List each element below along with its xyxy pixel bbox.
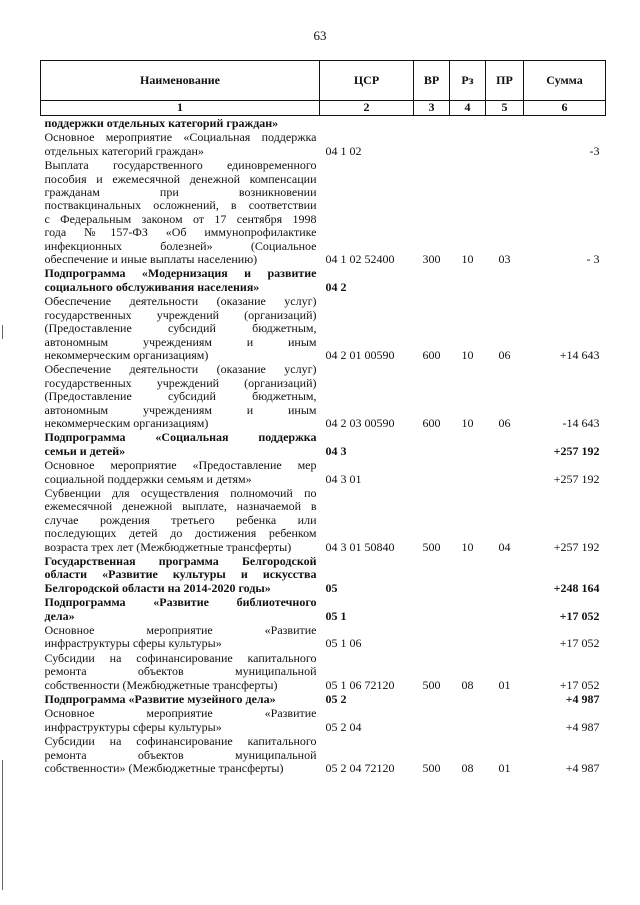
table-row [41,706,606,734]
header-sum: Сумма [524,61,606,101]
header-name: Наименование [41,61,320,101]
row-name-line: государственных учреждений (организаций) [44,307,317,322]
row-csr-cell [320,116,414,131]
row-name-line: Обеспечение деятельности (оказание услуг) [44,294,317,309]
row-rz-cell [450,430,486,458]
row-csr-cell: 05 [325,580,338,595]
header-pr: ПР [486,61,524,101]
row-name-line: поддержки отдельных категорий граждан» [44,116,279,130]
row-rz-cell [450,554,486,595]
row-csr-cell: 04 1 02 [325,143,362,158]
row-sum-cell: +4 987 [565,761,600,776]
table-row [41,458,606,486]
row-pr-cell: 04 [498,539,511,554]
row-name-cell [41,734,320,775]
table-row [41,362,606,430]
row-sum-cell: +17 052 [559,677,600,692]
row-name-line: некоммерческим организациям) [44,347,209,362]
row-name-line: обеспечение и иные выплаты населению) [44,252,258,267]
row-name-line: Подпрограмма «Развитие библиотечного [44,595,317,610]
row-name-cell [41,430,320,458]
row-pr-cell [486,623,524,651]
row-pr-cell [486,130,524,158]
row-name-line: возраста трех лет (Межбюджетные трансферты) [44,539,292,554]
row-name-line: отдельных категорий граждан» [44,143,204,158]
row-name-line: поствакцинальных осложнений, в соответствии [44,198,317,213]
row-name-line: случае рождения третьего ребенка или [44,512,317,527]
table-row [41,623,606,651]
row-name-line: инфраструктуры сферы культуры» [44,636,222,651]
row-name-line: Выплата государственного единовременного [44,158,317,173]
row-vr-cell: 500 [422,761,441,776]
row-rz-cell: 10 [461,539,474,554]
row-csr-cell: 04 3 01 50840 [325,539,395,554]
table-row [41,130,606,158]
row-csr-cell: 05 2 04 [325,719,362,734]
column-number: 3 [414,101,450,116]
row-sum-cell: +257 192 [553,471,600,486]
row-name-cell [41,486,320,554]
row-name-line: ежемесячной денежной выплате, назначаемой в [44,499,317,514]
row-rz-cell [450,130,486,158]
row-csr-cell: 04 2 03 00590 [325,415,395,430]
table-header-row [41,61,606,101]
row-name-line: последующих детей до достижения ребенком [44,526,317,541]
table-row [41,554,606,595]
row-csr-cell: 05 1 06 [325,636,362,651]
row-rz-cell: 08 [461,677,474,692]
row-name-cell [41,362,320,430]
row-sum-cell: +4 987 [565,692,600,707]
row-name-cell [41,158,320,266]
row-name-line: Подпрограмма «Модернизация и развитие [44,266,317,281]
row-rz-cell [450,458,486,486]
row-name-line: с Федеральным законом от 17 сентября 1998 [44,211,317,226]
row-name-cell [41,595,320,623]
row-vr-cell [414,430,450,458]
row-rz-cell [450,266,486,294]
table-body [41,116,606,776]
row-csr-cell: 05 1 [325,608,347,623]
row-vr-cell [414,266,450,294]
column-number: 2 [320,101,414,116]
row-name-line: социальной поддержки семьям и детям» [44,471,252,486]
row-name-line: инфекционных болезней» (Социальное [44,238,317,253]
row-rz-cell [450,623,486,651]
row-sum-cell: +14 643 [559,347,600,362]
column-number: 5 [486,101,524,116]
row-vr-cell: 500 [422,539,441,554]
row-pr-cell [486,430,524,458]
row-sum-cell: +17 052 [559,636,600,651]
row-rz-cell: 10 [461,415,474,430]
row-vr-cell [414,554,450,595]
row-csr-cell: 04 2 01 00590 [325,347,395,362]
row-name-line: собственности (Межбюджетные трансферты) [44,677,278,692]
row-name-cell [41,623,320,651]
row-name-line: собственности» (Межбюджетные трансферты) [44,761,284,776]
row-sum-cell: -14 643 [562,415,600,430]
header-vr: ВР [414,61,450,101]
row-pr-cell: 01 [498,761,511,776]
row-csr-cell: 05 1 06 72120 [325,677,395,692]
row-name-cell [41,116,320,131]
row-pr-cell [486,692,524,706]
row-name-line: Субсидии на софинансирование капитального [44,650,317,665]
row-sum-cell: +257 192 [553,539,600,554]
row-name-line: (Предоставление субсидий бюджетным, [44,389,317,404]
row-vr-cell: 600 [422,347,441,362]
row-csr-cell: 04 3 [325,443,347,458]
row-name-cell [41,692,320,706]
row-name-cell [41,294,320,362]
table-row [41,158,606,266]
row-name-line: Обеспечение деятельности (оказание услуг) [44,362,317,377]
row-pr-cell: 06 [498,347,511,362]
row-sum-cell [524,266,606,294]
row-pr-cell [486,458,524,486]
row-sum-cell: +4 987 [565,719,600,734]
table-row [41,486,606,554]
table-row [41,692,606,706]
scan-artifact-mark [2,325,3,339]
row-sum-cell: +17 052 [559,608,600,623]
row-name-line: некоммерческим организациям) [44,415,209,430]
row-csr-cell: 04 2 [325,279,347,294]
row-vr-cell [414,623,450,651]
row-name-cell [41,554,320,595]
row-csr-cell: 05 2 04 72120 [325,761,395,776]
header-csr: ЦСР [320,61,414,101]
row-rz-cell [450,595,486,623]
row-vr-cell [414,458,450,486]
row-vr-cell: 500 [422,677,441,692]
row-name-line: области «Развитие культуры и искусства [44,567,317,582]
row-name-line: дела» [44,608,75,623]
row-vr-cell [414,595,450,623]
row-sum-cell: - 3 [586,252,600,267]
row-name-line: инфраструктуры сферы культуры» [44,719,222,734]
row-name-cell [41,130,320,158]
row-name-line: Основное мероприятие «Предоставление мер [44,458,317,473]
row-vr-cell [414,692,450,706]
row-vr-cell [414,706,450,734]
row-vr-cell: 300 [422,252,441,267]
column-number: 4 [450,101,486,116]
budget-table-container [40,60,605,776]
row-name-line: семьи и детей» [44,443,126,458]
row-name-line: Основное мероприятие «Развитие [44,623,317,638]
column-number-row [41,101,606,116]
row-pr-cell: 06 [498,415,511,430]
row-vr-cell: 600 [422,415,441,430]
row-name-line: автономным учреждениям и иным [44,334,317,349]
table-row [41,651,606,692]
row-pr-cell [486,706,524,734]
row-name-line: Государственная программа Белгородской [44,554,317,568]
row-rz-cell: 10 [461,252,474,267]
table-row [41,734,606,775]
row-rz-cell [450,706,486,734]
row-name-line: Белгородской области на 2014-2020 годы» [44,580,271,595]
row-sum-cell: +257 192 [553,443,600,458]
row-pr-cell: 01 [498,677,511,692]
row-name-line: Основное мероприятие «Социальная поддержка [44,130,317,145]
row-pr-cell [486,116,524,131]
row-name-cell [41,458,320,486]
row-pr-cell [486,554,524,595]
row-csr-cell: 05 2 [325,692,347,707]
row-name-line: (Предоставление субсидий бюджетным, [44,321,317,336]
table-row [41,266,606,294]
table-row [41,430,606,458]
row-pr-cell [486,595,524,623]
table-row [41,294,606,362]
row-rz-cell [450,692,486,706]
row-name-line: социального обслуживания населения» [44,279,260,294]
row-pr-cell [486,266,524,294]
row-rz-cell [450,116,486,131]
header-rz: Рз [450,61,486,101]
row-name-line: Основное мероприятие «Развитие [44,706,317,721]
column-number: 1 [41,101,320,116]
row-vr-cell [414,116,450,131]
row-name-line: пособия и ежемесячной денежной компенсации [44,171,317,186]
row-name-line: ремонта объектов муниципальной [44,747,317,762]
row-sum-cell [524,116,606,131]
table-row [41,595,606,623]
scan-artifact-line [2,760,3,890]
row-rz-cell: 10 [461,347,474,362]
row-name-cell [41,706,320,734]
row-name-line: государственных учреждений (организаций) [44,375,317,390]
row-name-line: Субвенции для осуществления полномочий по [44,485,317,500]
budget-table [40,60,606,776]
row-sum-cell: +248 164 [553,580,600,595]
row-sum-cell: -3 [589,143,600,158]
column-number: 6 [524,101,606,116]
row-csr-cell: 04 3 01 [325,471,362,486]
row-vr-cell [414,130,450,158]
page-number: 63 [313,28,327,43]
row-name-line: автономным учреждениям и иным [44,402,317,417]
table-row [41,116,606,131]
row-name-cell [41,651,320,692]
row-csr-cell: 04 1 02 52400 [325,252,395,267]
row-pr-cell: 03 [498,252,511,267]
row-name-line: гражданам при возникновении [44,185,317,200]
row-name-line: Субсидии на софинансирование капитального [44,734,317,749]
row-name-line: Подпрограмма «Социальная поддержка [44,430,317,445]
row-name-line: ремонта объектов муниципальной [44,664,317,679]
row-name-line: Подпрограмма «Развитие музейного дела» [44,692,276,707]
row-name-line: года №157-ФЗ «Об иммунопрофилактике [44,225,317,240]
row-name-cell [41,266,320,294]
row-rz-cell: 08 [461,761,474,776]
